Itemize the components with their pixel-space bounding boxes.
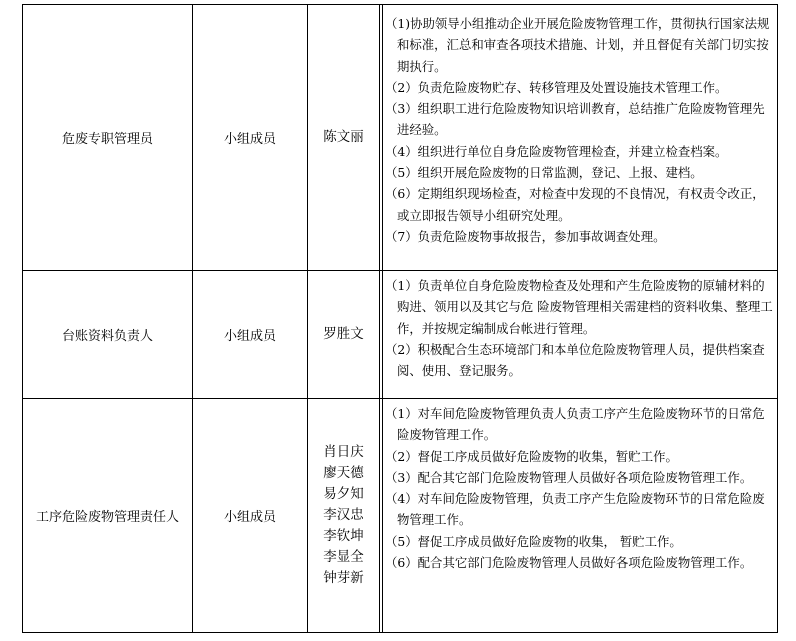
duty-item: （2）督促工序成员做好危险废物的收集，暂贮工作。 (385, 448, 678, 464)
position-cell (193, 271, 307, 398)
position-cell (193, 5, 307, 270)
duty-item: （6）定期组织现场检查，对检查中发现的不良情况，有权责令改正，或立即报告领导小组研究处理。 (385, 186, 765, 223)
member-name: 李显全 (323, 549, 364, 565)
duty-item: （4）对车间危险废物管理，负责工序产生危险废物环节的日常危险废 物管理工作。 (385, 491, 765, 528)
duty-item: （5）督促工序成员做好危险废物的收集， 暂贮工作。 (385, 533, 682, 549)
col-divider (379, 5, 383, 632)
position-cell (193, 399, 307, 632)
member-name: 廖天德 (323, 465, 364, 481)
duty-item: （3）组织职工进行危险废物知识培训教育，总结推广危险废物管理先进经验。 (385, 101, 765, 138)
duty-table (22, 4, 778, 633)
duty-item: （1)协助领导小组推动企业开展危险废物管理工作，贯彻执行国家法规和标准，汇总和审查各项技术措施、计划，并且督促有关部门切实按期执行。 (385, 16, 770, 74)
duty-item: （3）配合其它部门危险废物管理人员做好各项危险废物管理工作。 (385, 469, 753, 485)
duty-item: （1）对车间危险废物管理负责人负责工序产生危险废物环节的日常危险废物管理工作。 (385, 406, 765, 443)
member-names-cell (308, 5, 379, 270)
duties-cell (385, 13, 775, 247)
position-text: 小组成员 (223, 329, 276, 344)
member-name: 易夕知 (323, 486, 364, 502)
role-cell (23, 271, 192, 398)
position-text: 小组成员 (223, 132, 276, 147)
duty-item: （4）组织进行单位自身危险废物管理检查，并建立检查档案。 (385, 143, 728, 159)
role-text: 工序危险废物管理责任人 (35, 510, 179, 525)
duty-item: （7）负责危险废物事故报告，参加事故调查处理。 (385, 228, 666, 244)
member-name: 陈文丽 (323, 129, 364, 145)
duty-item: （6）配合其它部门危险废物管理人员做好各项危险废物管理工作。 (385, 555, 753, 571)
member-names-cell (308, 399, 379, 632)
duty-item: （2）负责危险废物贮存、转移管理及处置设施技术管理工作。 (385, 79, 728, 95)
member-names-cell (308, 271, 379, 398)
role-cell (23, 5, 192, 270)
role-text: 危废专职管理员 (61, 132, 153, 147)
duty-item: （2）积极配合生态环境部门和本单位危险废物管理人员，提供档案查阅、使用、登记服务。 (385, 341, 765, 379)
member-name: 肖日庆 (323, 444, 364, 460)
position-text: 小组成员 (223, 510, 276, 525)
duties-cell (385, 403, 775, 573)
member-name: 李钦坤 (323, 528, 364, 544)
duties-cell (385, 275, 775, 381)
duty-item: （5）组织开展危险废物的日常监测，登记、上报、建档。 (385, 165, 703, 181)
duty-item: （1）负责单位自身危险废物检查及处理和产生危险废物的原辅材料的购进、领用以及其它与危 险废物管理相关需建档的资料收集、整理工作，并按规定编制成台帐进行管理。 (385, 278, 773, 336)
member-name: 李汉忠 (323, 507, 364, 523)
member-name: 钟芽新 (323, 570, 364, 586)
member-name: 罗胜文 (323, 326, 364, 342)
role-cell (23, 399, 192, 632)
role-text: 台账资料负责人 (61, 329, 153, 344)
